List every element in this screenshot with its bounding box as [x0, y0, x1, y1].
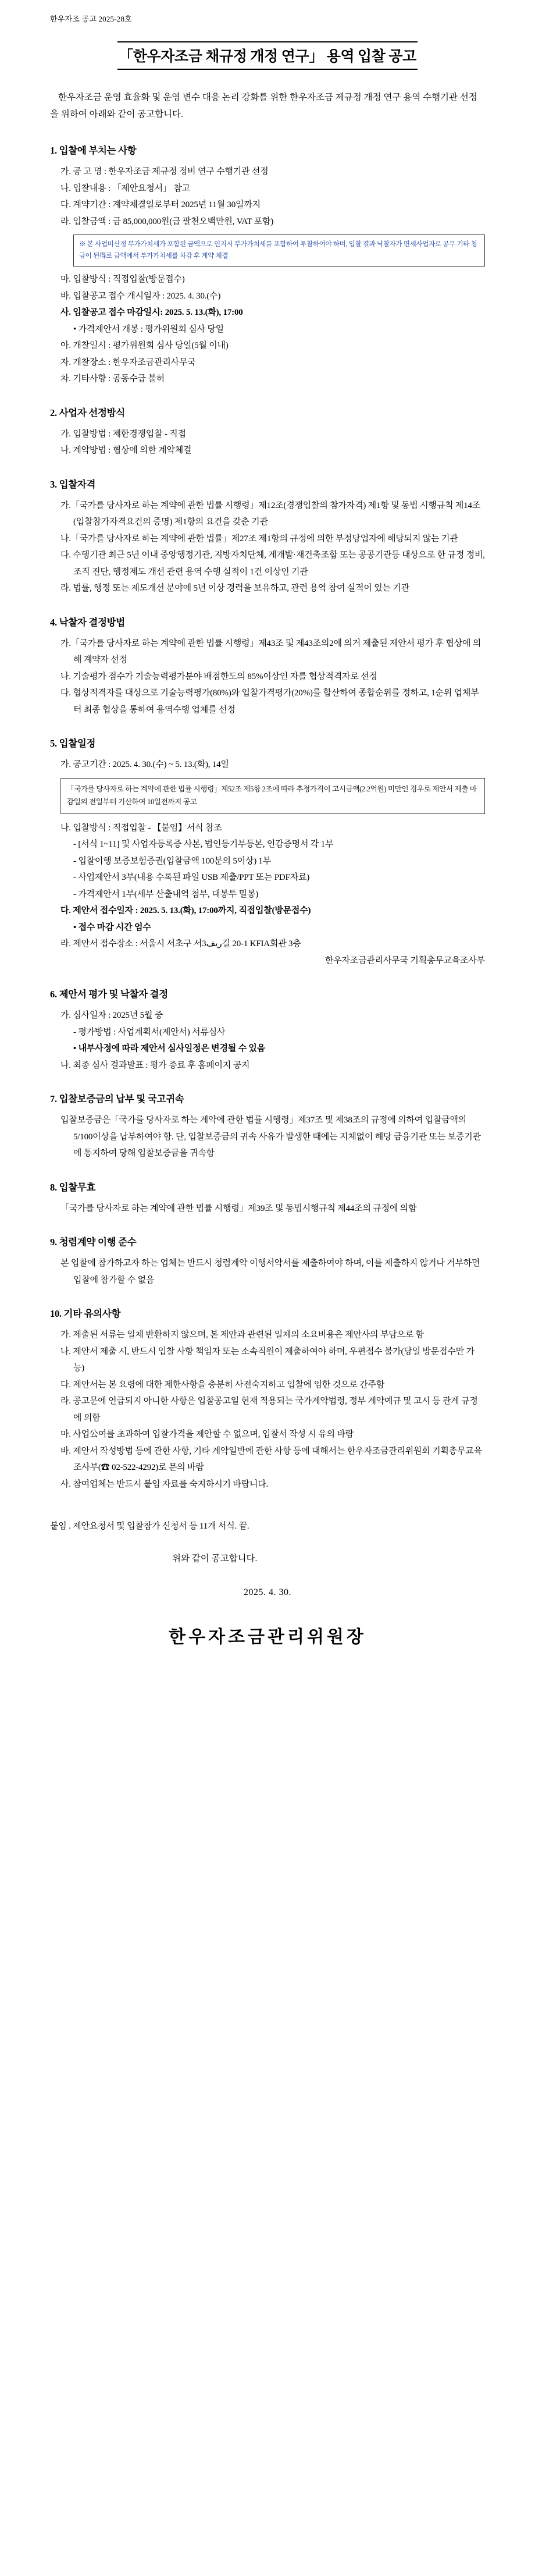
document-section [50, 736, 485, 969]
section-item: 가. 심사일자 : 2025년 5월 중 [60, 1011, 163, 1021]
section-item: 바. 입찰공고 접수 개시일자 : 2025. 4. 30.(수) [60, 291, 221, 301]
section-item: 라. 공고문에 언급되지 아니한 사항은 입찰공고일 현재 적용되는 국가계약법령, 정부 계약예규 및 고시 등 관계 규정에 의함 [60, 1397, 478, 1423]
title-container [50, 41, 485, 70]
section-heading: 7. 입찰보증금의 납부 및 국고귀속 [50, 1093, 184, 1105]
section-item: 나. 최종 심사 결과발표 : 평가 종료 후 홈페이지 공지 [60, 1060, 250, 1070]
section-item: 자. 개찰장소 : 한우자조금관리사무국 [60, 357, 196, 367]
document-reference: 한우자조 공고 2025-28호 [50, 15, 132, 23]
section-item: 나. 기술평가 점수가 기술능력평가분야 배점한도의 85%이상인 자를 협상적격자로 선정 [60, 671, 377, 681]
document-section [50, 1179, 485, 1217]
section-heading: 8. 입찰무효 [50, 1181, 96, 1193]
section-heading: 10. 기타 유의사항 [50, 1308, 121, 1320]
signer-name: 한우자조금관리위원장 [169, 1628, 366, 1647]
section-heading: 3. 입찰자격 [50, 478, 96, 490]
regulation-quote-box: 「국가를 당사자로 하는 계약에 관한 법률 시행령」제52조 제5항 2조에 따라 추정가격이 고시금액(2.2억원) 미만인 경우로 제안서 제출 마감일의 전일부터 기산하여 10일전까지 공고 [60, 778, 485, 814]
section-item: 가. 공고기간 : 2025. 4. 30.(수) ~ 5. 13.(화), 14일 [60, 760, 229, 770]
section-item: 나. 입찰내용 : 「제안요청서」 참고 [60, 183, 190, 193]
document-section [50, 1091, 485, 1162]
section-subitem: • 접수 마감 시간 엄수 [73, 922, 151, 932]
document-section [50, 405, 485, 459]
document-section [50, 1306, 485, 1493]
section-item: 마. 입찰방식 : 직접입찰(방문접수) [60, 275, 185, 285]
section-item: 마. 사업公여를 초과하여 입찰가격을 제안할 수 없으며, 입찰서 작성 시 유의 바람 [60, 1430, 354, 1440]
section-item: 다. 제안서 접수일자 : 2025. 5. 13.(화), 17:00까지, 직접입찰(방문접수) [60, 906, 311, 916]
intro-paragraph: 한우자조금 운영 효율화 및 운영 변수 대응 논리 강화를 위한 한우자조금 제규정 개정 연구 용역 수행기관 선정을 위하여 아래와 같이 공고합니다. [50, 93, 477, 119]
section-item: 라. 제안서 접수장소 : 서울시 서초구 서ریف3길 20-1 KFIA회관 3층 [60, 939, 301, 949]
section-item: 가.「국가를 당사자로 하는 계약에 관한 법률 시행령」제43조 및 제43조의2에 의거 제출된 제안서 평가 후 협상에 의해 계약자 선정 [60, 638, 482, 665]
section-item: 입찰보증금은「국가를 당사자로 하는 계약에 관한 법률 시행령」제37조 및 제38조의 규정에 의하여 입찰금액의 5/100이상을 납부하여야 함. 단, 입찰보증금의 귀속 사유가 발생한 때에는 지체없이 해당 금융기관 또는 보증기관에 통지하여 당해 입찰보증금을 귀속함 [60, 1115, 481, 1159]
section-item: 바. 제안서 작성방법 등에 관한 사항, 기타 계약일반에 관한 사항 등에 대해서는 한우자조금관리위원회 기획총무교육조사부(☎ 02-522-4292)로 문의 바람 [60, 1446, 482, 1473]
submission-office: 한우자조금관리사무국 기획총무교육조사부 [324, 955, 485, 965]
section-subitem: • 가격제안서 개봉 : 평가위원회 심사 당일 [73, 324, 224, 334]
section-item: 가. 입찰방법 : 제한경쟁입찰 - 직접 [60, 429, 186, 439]
section-heading: 6. 제안서 평가 및 낙찰자 결정 [50, 989, 168, 1000]
section-heading: 9. 청렴계약 이행 준수 [50, 1237, 137, 1248]
section-subitem: - 입찰이행 보증보험증권(입찰금액 100분의 5이상) 1부 [73, 856, 272, 866]
section-heading: 4. 낙찰자 결정방법 [50, 616, 125, 628]
section-subitem: • 내부사정에 따라 제안서 심사일정은 변경될 수 있음 [73, 1044, 265, 1054]
section-item: 가.「국가를 당사자로 하는 계약에 관한 법률 시행령」제12조(경쟁입찰의 참가자격) 제1항 및 동법 시행규칙 제14조(입찰참가자격요건의 증명) 제1항의 요건을 갖춘 기관 [60, 500, 481, 527]
document-section [50, 986, 485, 1074]
section-item: 라. 입찰금액 : 금 85,000,000원(급 팔천오백만원, VAT 포함) [60, 216, 274, 226]
section-item: 다. 수행기관 최근 5년 이내 중앙행정기관, 지방자치단체, 계개발·재건축조합 또는 공공기관등 대상으로 한 규정 정비, 조직 진단, 행정제도 개선 관련 용역 수행 실적이 1건 이상인 기관 [60, 550, 485, 577]
section-item: 다. 제안서는 본 요령에 대한 제한사항을 충분히 사전숙지하고 입찰에 임한 것으로 간주함 [60, 1380, 385, 1390]
section-item: 사. 입찰공고 접수 마감일시: 2025. 5. 13.(화), 17:00 [60, 308, 243, 318]
issue-date: 2025. 4. 30. [244, 1587, 291, 1598]
section-subitem: - 가격제안서 1부(세부 산출내역 첨부, 대봉투 밀봉) [73, 889, 259, 899]
section-item: 나.「국가를 당사자로 하는 계약에 관한 법률」제27조 제1항의 규정에 의한 부정당업자에 해당되지 않는 기관 [60, 534, 458, 543]
section-item: 나. 제안서 제출 시, 반드시 입찰 사항 책임자 또는 소속직원이 제출하여야 하며, 우편접수 불가(당일 방문접수만 가능) [60, 1346, 475, 1373]
attachment-line: 붙임 . 제안요청서 및 입찰참가 신청서 등 11개 서식. 끝. [50, 1522, 249, 1532]
section-subitem: - 평가방법 : 사업계획서(제안서) 서류심사 [73, 1027, 226, 1037]
section-item: 다. 협상적격자를 대상으로 기술능력평가(80%)와 입찰가격평가(20%)를 합산하여 종합순위를 정하고, 1순위 업체부터 최종 협상을 통하여 용역수행 업체를 선정 [60, 688, 479, 715]
closing-line: 위와 같이 공고합니다. [172, 1554, 258, 1564]
section-item: 가. 제출된 서류는 일체 반환하지 않으며, 본 제안과 관련된 일체의 소요비용은 제안사의 부담으로 함 [60, 1330, 424, 1340]
sections-container [50, 143, 485, 1493]
section-heading: 5. 입찰일정 [50, 738, 96, 749]
document-section [50, 1234, 485, 1288]
document-section [50, 477, 485, 597]
section-item: 나. 입찰방식 : 직접입찰 - 【붙임】서식 참조 [60, 823, 222, 833]
section-heading: 2. 사업자 선정방식 [50, 407, 125, 418]
section-item: 차. 기타사항 : 공동수급 불허 [60, 374, 165, 384]
section-item: 「국가를 당사자로 하는 계약에 관한 법률 시행령」제39조 및 동법시행규칙 제44조의 규정에 의함 [60, 1203, 417, 1213]
section-subitem: - [서식 1~11] 및 사업자등록증 사본, 법인등기부등본, 인감증명서 각 1부 [73, 840, 334, 850]
section-item: 본 입찰에 참가하고자 하는 업체는 반드시 청렴계약 이행서약서를 제출하여야 하며, 이를 제출하지 않거나 거부하면 입찰에 참가할 수 없음 [60, 1259, 480, 1285]
section-item: 가. 공 고 명 : 한우자조금 제규정 정비 연구 수행기관 선정 [60, 167, 269, 177]
section-item: 다. 계약기간 : 계약체결일로부터 2025년 11월 30일까지 [60, 200, 261, 210]
section-item: 나. 계약방법 : 협상에 의한 계약체결 [60, 446, 192, 456]
section-item: 라. 법률, 행정 또는 제도개선 분야에 5년 이상 경력을 보유하고, 관련 용역 참여 실적이 있는 기관 [60, 584, 409, 594]
document-section [50, 614, 485, 719]
section-subitem: - 사업제안서 3부(내용 수록된 파일 USB 제출/PPT 또는 PDF자료) [73, 873, 310, 883]
section-item: 아. 개찰일시 : 평가위원회 심사 당일(5월 이내) [60, 341, 229, 351]
section-item: 사. 참여업체는 반드시 붙임 자료를 숙지하시기 바랍니다. [60, 1479, 269, 1489]
page-title: 「한우자조금 채규정 개정 연구」 용역 입찰 공고 [117, 41, 418, 70]
document-section [50, 143, 485, 388]
note-box: ※ 본 사업비산정 부가가치세가 포함된 금액으로 인지시 부가가치세를 포함하여 투찰하여야 하며, 입찰 결과 낙찰자가 면세사업자로 공무 기타 청금이 된得로 금액에서 부가가치세를 차감 후 계약 체결 [73, 234, 485, 267]
section-heading: 1. 입찰에 부치는 사항 [50, 145, 137, 157]
